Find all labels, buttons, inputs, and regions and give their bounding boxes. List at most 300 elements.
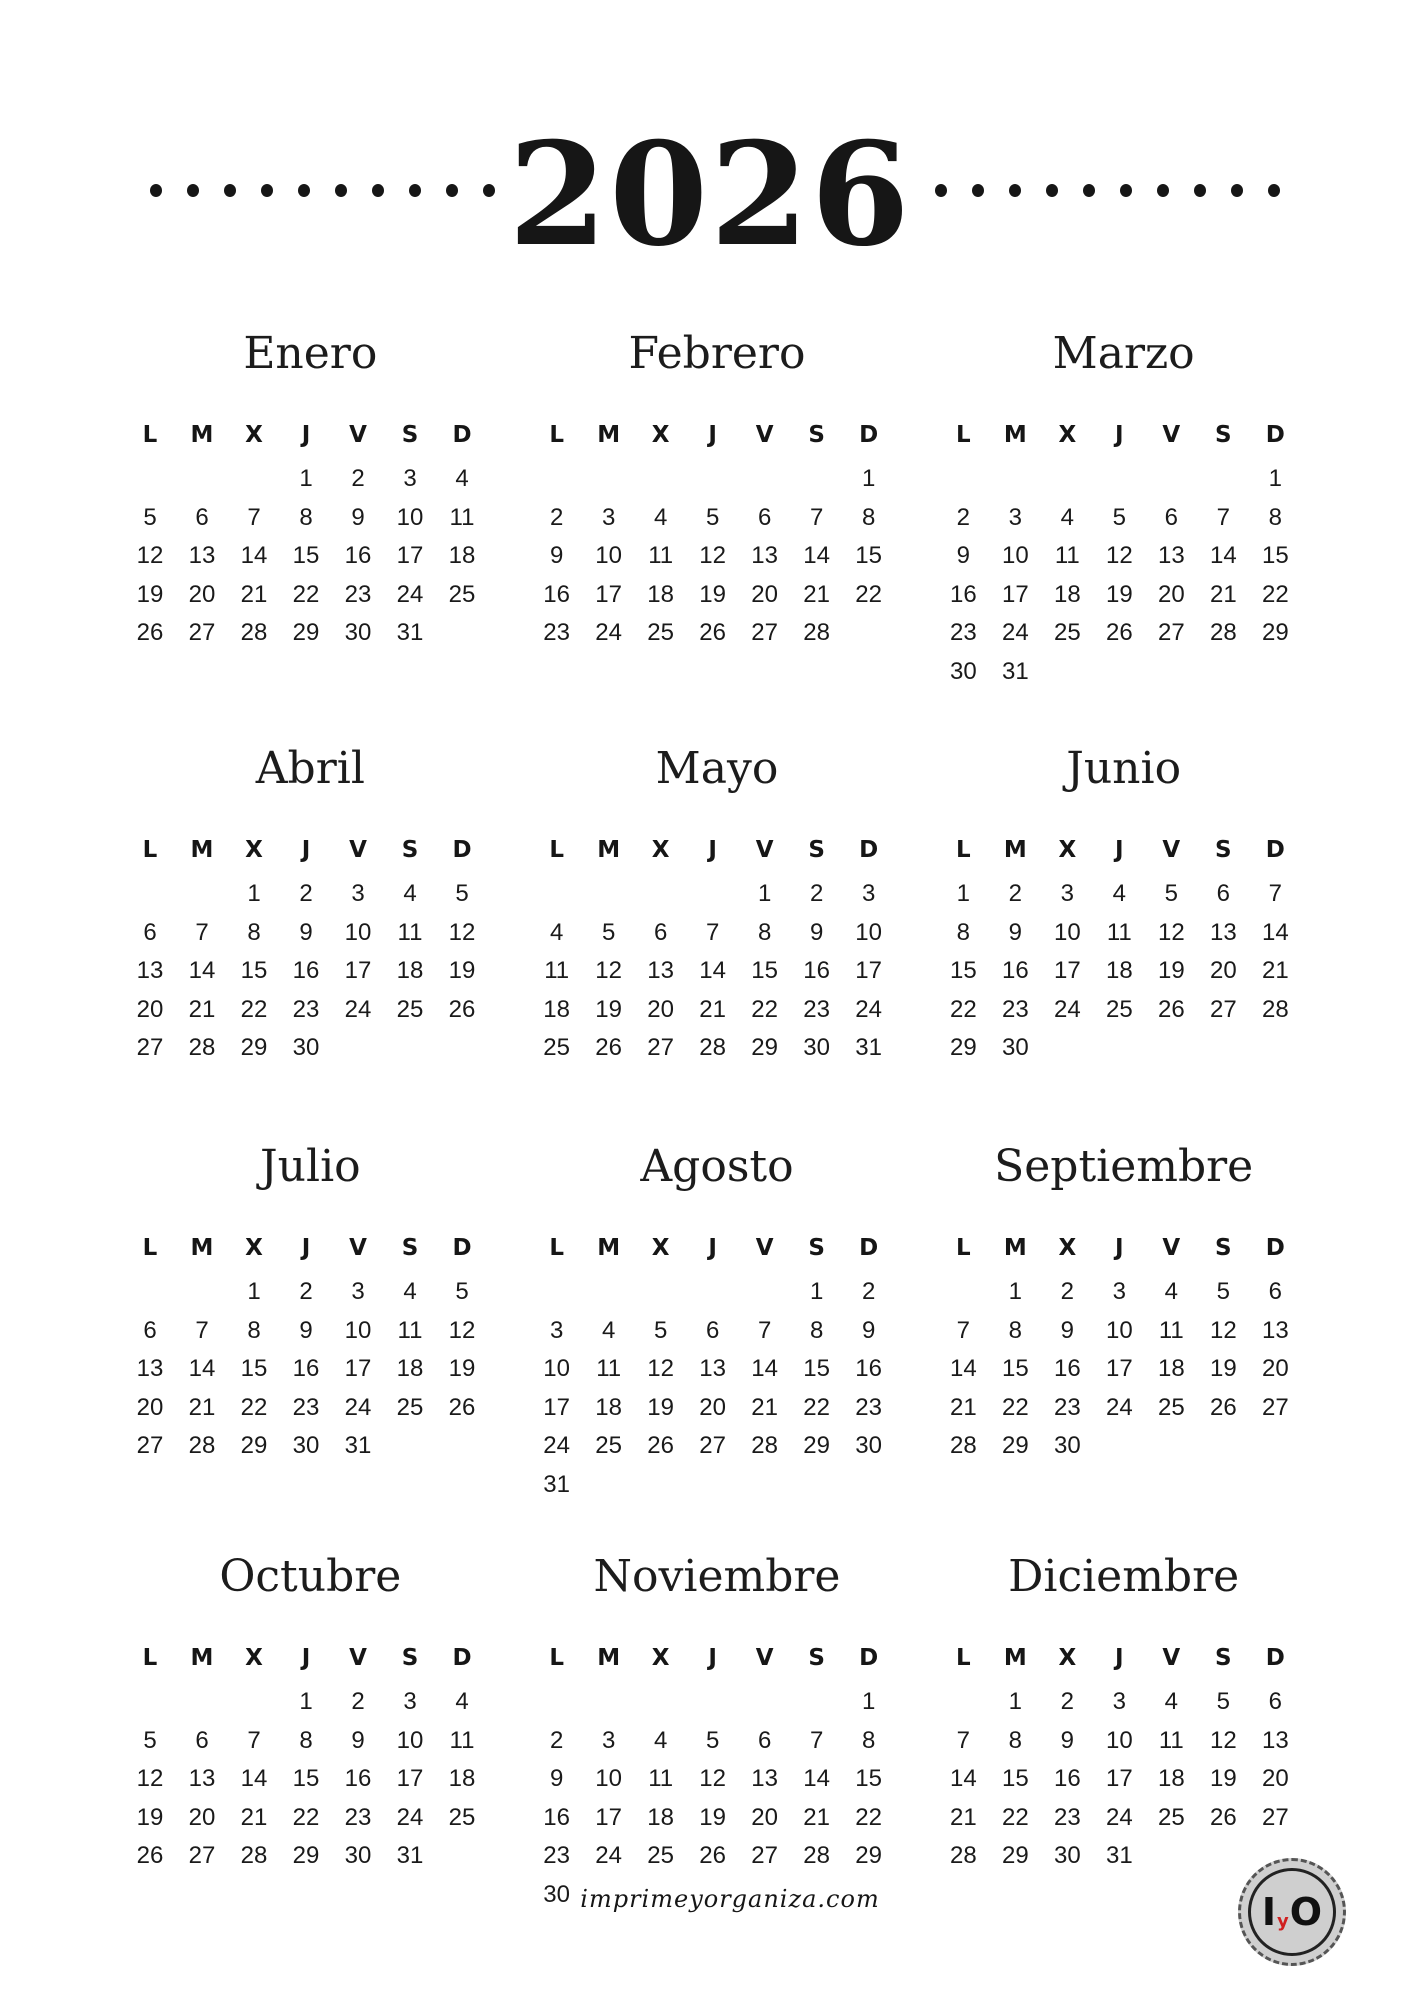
- day-number: 11: [648, 1765, 674, 1792]
- day-number: 23: [1001, 995, 1029, 1023]
- decorative-dot: [1046, 184, 1058, 197]
- day-number: 25: [647, 1842, 674, 1869]
- month-block: [529, 318, 906, 733]
- decorative-dots-right: [935, 184, 1280, 197]
- weekday-label: S: [401, 1235, 419, 1261]
- weekday-label: M: [597, 837, 621, 863]
- months-grid: [122, 318, 1312, 1941]
- weekday-label: M: [190, 1235, 214, 1261]
- day-number: 4: [1060, 503, 1074, 531]
- day-number: 3: [549, 1316, 564, 1344]
- day-number: 9: [1008, 918, 1022, 946]
- weekday-label: V: [1162, 422, 1181, 448]
- day-number: 28: [188, 1034, 216, 1061]
- day-number: 21: [240, 580, 268, 608]
- day-number: 16: [803, 957, 830, 984]
- weekday-label: D: [452, 422, 472, 448]
- day-number: 2: [1008, 880, 1022, 907]
- weekday-label: L: [956, 837, 971, 863]
- day-number: 26: [136, 1842, 164, 1869]
- day-number: 7: [247, 503, 261, 531]
- day-number: 24: [1105, 1393, 1133, 1421]
- day-number: 27: [1261, 1393, 1289, 1421]
- weekday-label: V: [1162, 837, 1181, 863]
- day-number: 16: [949, 580, 977, 608]
- day-number: 3: [1112, 1688, 1126, 1715]
- weekday-label: V: [1162, 1235, 1181, 1261]
- decorative-dot: [1268, 184, 1280, 197]
- day-number: 7: [809, 1726, 824, 1754]
- day-number: 26: [699, 619, 726, 646]
- weekday-label: J: [708, 837, 717, 863]
- day-number: 30: [949, 657, 977, 685]
- day-number: 1: [299, 465, 313, 492]
- day-number: 22: [949, 995, 977, 1023]
- weekday-label: L: [549, 1645, 564, 1671]
- weekday-label: J: [1115, 837, 1124, 863]
- day-number: 17: [1001, 580, 1029, 608]
- day-number: 4: [549, 918, 564, 946]
- day-number: 6: [195, 503, 209, 531]
- day-number: 14: [1261, 918, 1289, 946]
- day-number: 22: [292, 580, 320, 608]
- day-number: 24: [595, 619, 622, 646]
- day-number: 30: [1001, 1034, 1029, 1061]
- day-number: 14: [751, 1355, 778, 1382]
- month-days-grid: [937, 1203, 1312, 1466]
- day-number: 15: [292, 1765, 320, 1792]
- day-number: 11: [1054, 542, 1080, 569]
- day-number: 23: [292, 1393, 320, 1421]
- day-number: 20: [751, 1803, 778, 1831]
- day-number: 4: [455, 465, 469, 492]
- day-number: 28: [240, 1842, 268, 1869]
- day-number: 14: [240, 542, 268, 569]
- weekday-label: J: [301, 1235, 311, 1261]
- decorative-dot: [1083, 184, 1095, 197]
- day-number: 19: [1209, 1765, 1237, 1792]
- day-number: 12: [1209, 1726, 1237, 1754]
- day-number: 4: [1112, 880, 1126, 907]
- weekday-label: V: [755, 1645, 774, 1671]
- weekday-label: D: [452, 837, 472, 863]
- day-number: 12: [1157, 918, 1185, 946]
- weekday-label: V: [349, 1235, 367, 1261]
- day-number: 23: [855, 1393, 882, 1421]
- day-number: 21: [240, 1803, 268, 1831]
- day-number: 15: [1261, 542, 1289, 569]
- day-number: 5: [455, 880, 469, 907]
- brand-logo-mark: [1248, 1868, 1336, 1956]
- day-number: 31: [396, 1842, 424, 1869]
- day-number: 5: [455, 1278, 469, 1305]
- day-number: 21: [949, 1393, 977, 1421]
- day-number: 22: [1261, 580, 1289, 608]
- day-number: 6: [143, 918, 157, 946]
- decorative-dot: [972, 184, 984, 197]
- day-number: 3: [861, 880, 876, 907]
- month-block: [122, 733, 499, 1131]
- day-number: 31: [396, 619, 424, 646]
- day-number: 20: [136, 1393, 164, 1421]
- decorative-dot: [335, 184, 347, 197]
- weekday-label: S: [808, 837, 825, 863]
- day-number: 29: [803, 1432, 830, 1459]
- weekday-label: X: [651, 1645, 670, 1671]
- day-number: 24: [396, 580, 424, 608]
- day-number: 31: [543, 1470, 570, 1498]
- day-number: 26: [1157, 995, 1185, 1023]
- day-number: 10: [1053, 918, 1081, 946]
- day-number: 19: [136, 580, 164, 608]
- month-name: Agosto: [640, 1141, 794, 1192]
- day-number: 6: [143, 1316, 157, 1344]
- day-number: 28: [803, 1842, 830, 1869]
- day-number: 9: [549, 542, 564, 569]
- decorative-dot: [1120, 184, 1132, 197]
- day-number: 5: [653, 1316, 668, 1344]
- day-number: 13: [136, 1355, 164, 1382]
- calendar-header: [0, 112, 1414, 280]
- month-days-grid: [124, 1613, 499, 1876]
- weekday-label: S: [1215, 422, 1232, 448]
- day-number: 9: [351, 1726, 365, 1754]
- day-number: 2: [549, 503, 564, 531]
- weekday-label: X: [651, 1235, 670, 1261]
- day-number: 17: [595, 580, 622, 608]
- day-number: 7: [195, 918, 209, 946]
- day-number: 28: [1209, 619, 1237, 646]
- day-number: 24: [1001, 619, 1029, 646]
- decorative-dot: [298, 184, 310, 197]
- day-number: 3: [403, 1688, 417, 1715]
- day-number: 10: [396, 1726, 424, 1754]
- weekday-label: L: [142, 1645, 158, 1671]
- day-number: 27: [136, 1432, 164, 1459]
- weekday-label: J: [1115, 422, 1124, 448]
- day-number: 18: [647, 1803, 674, 1831]
- day-number: 23: [1053, 1803, 1081, 1831]
- weekday-label: X: [245, 1645, 263, 1671]
- day-number: 16: [1053, 1765, 1081, 1792]
- day-number: 17: [1105, 1355, 1133, 1382]
- day-number: 13: [699, 1355, 726, 1382]
- month-name: Junio: [1066, 743, 1182, 794]
- day-number: 25: [1157, 1803, 1185, 1831]
- weekday-label: V: [349, 1645, 367, 1671]
- month-days-grid: [124, 1203, 499, 1466]
- day-number: 7: [247, 1726, 261, 1754]
- weekday-label: S: [1215, 1235, 1232, 1261]
- day-number: 22: [292, 1803, 320, 1831]
- day-number: 11: [596, 1355, 622, 1382]
- day-number: 18: [1105, 957, 1133, 984]
- month-days-grid: [937, 390, 1312, 691]
- day-number: 6: [195, 1726, 209, 1754]
- day-number: 19: [136, 1803, 164, 1831]
- day-number: 17: [543, 1393, 570, 1421]
- day-number: 1: [757, 880, 772, 907]
- weekday-label: S: [1215, 1645, 1232, 1671]
- day-number: 11: [1158, 1726, 1184, 1754]
- day-number: 6: [653, 918, 668, 946]
- month-block: [935, 1131, 1312, 1541]
- day-number: 29: [292, 619, 320, 646]
- day-number: 9: [549, 1765, 564, 1792]
- day-number: 2: [299, 880, 313, 907]
- day-number: 23: [543, 1842, 570, 1869]
- day-number: 21: [751, 1393, 778, 1421]
- day-number: 20: [699, 1393, 726, 1421]
- weekday-label: L: [142, 422, 158, 448]
- day-number: 19: [595, 995, 622, 1023]
- day-number: 13: [1157, 542, 1185, 569]
- day-number: 21: [188, 1393, 216, 1421]
- day-number: 2: [1060, 1688, 1074, 1715]
- day-number: 26: [595, 1034, 622, 1061]
- day-number: 19: [1157, 957, 1185, 984]
- day-number: 7: [956, 1316, 970, 1344]
- day-number: 6: [757, 503, 772, 531]
- day-number: 1: [1008, 1688, 1022, 1715]
- day-number: 15: [240, 957, 268, 984]
- day-number: 23: [543, 619, 570, 646]
- day-number: 17: [344, 1355, 372, 1382]
- day-number: 18: [448, 542, 476, 569]
- day-number: 17: [1105, 1765, 1133, 1792]
- day-number: 27: [1209, 995, 1237, 1023]
- day-number: 20: [1157, 580, 1185, 608]
- decorative-dot: [224, 184, 236, 197]
- day-number: 31: [344, 1432, 372, 1459]
- day-number: 28: [949, 1432, 977, 1459]
- day-number: 12: [647, 1355, 674, 1382]
- day-number: 15: [855, 542, 882, 569]
- day-number: 27: [136, 1034, 164, 1061]
- day-number: 22: [240, 1393, 268, 1421]
- day-number: 3: [1008, 503, 1022, 531]
- month-name: Febrero: [628, 328, 806, 379]
- day-number: 12: [136, 1765, 164, 1792]
- day-number: 4: [455, 1688, 469, 1715]
- day-number: 11: [544, 957, 570, 984]
- day-number: 7: [757, 1316, 772, 1344]
- weekday-label: V: [755, 837, 774, 863]
- day-number: 8: [247, 918, 261, 946]
- weekday-label: L: [956, 422, 971, 448]
- day-number: 5: [1112, 503, 1126, 531]
- day-number: 18: [396, 1355, 424, 1382]
- weekday-label: D: [1265, 1235, 1285, 1261]
- day-number: 17: [1053, 957, 1081, 984]
- day-number: 26: [1209, 1393, 1237, 1421]
- day-number: 19: [647, 1393, 674, 1421]
- day-number: 27: [751, 1842, 778, 1869]
- month-days-grid: [531, 1203, 906, 1504]
- day-number: 13: [136, 957, 164, 984]
- day-number: 8: [1008, 1726, 1022, 1754]
- day-number: 15: [751, 957, 778, 984]
- weekday-label: S: [401, 837, 419, 863]
- weekday-label: M: [597, 422, 621, 448]
- day-number: 1: [956, 880, 970, 907]
- day-number: 22: [803, 1393, 830, 1421]
- day-number: 29: [240, 1034, 268, 1061]
- day-number: 28: [949, 1842, 977, 1869]
- month-name: Marzo: [1052, 328, 1195, 379]
- day-number: 21: [699, 995, 726, 1023]
- month-days-grid: [124, 390, 499, 653]
- day-number: 3: [403, 465, 417, 492]
- day-number: 24: [543, 1432, 570, 1459]
- day-number: 4: [403, 1278, 417, 1305]
- day-number: 22: [1001, 1393, 1029, 1421]
- day-number: 14: [188, 1355, 216, 1382]
- day-number: 21: [188, 995, 216, 1023]
- weekday-label: M: [597, 1645, 621, 1671]
- day-number: 24: [344, 995, 372, 1023]
- day-number: 27: [188, 619, 216, 646]
- month-block: [529, 1541, 906, 1941]
- day-number: 13: [188, 1765, 216, 1792]
- weekday-label: L: [142, 1235, 158, 1261]
- day-number: 7: [705, 918, 720, 946]
- day-number: 29: [292, 1842, 320, 1869]
- day-number: 23: [344, 580, 372, 608]
- day-number: 4: [653, 503, 668, 531]
- day-number: 20: [136, 995, 164, 1023]
- day-number: 12: [1105, 542, 1133, 569]
- day-number: 22: [855, 580, 882, 608]
- month-name: Septiembre: [994, 1141, 1254, 1192]
- day-number: 27: [647, 1034, 674, 1061]
- day-number: 13: [647, 957, 674, 984]
- day-number: 31: [1105, 1842, 1133, 1869]
- day-number: 20: [1261, 1765, 1289, 1792]
- day-number: 25: [448, 580, 476, 608]
- day-number: 20: [647, 995, 674, 1023]
- weekday-label: J: [1115, 1645, 1124, 1671]
- day-number: 5: [1164, 880, 1178, 907]
- day-number: 26: [448, 995, 476, 1023]
- day-number: 17: [595, 1803, 622, 1831]
- day-number: 10: [344, 1316, 372, 1344]
- day-number: 30: [543, 1880, 570, 1908]
- day-number: 26: [136, 619, 164, 646]
- weekday-label: M: [190, 1645, 214, 1671]
- day-number: 15: [240, 1355, 268, 1382]
- day-number: 4: [403, 880, 417, 907]
- day-number: 4: [1164, 1688, 1178, 1715]
- day-number: 11: [648, 542, 674, 569]
- day-number: 24: [855, 995, 882, 1023]
- day-number: 12: [699, 1765, 726, 1792]
- day-number: 18: [543, 995, 570, 1023]
- day-number: 21: [949, 1803, 977, 1831]
- day-number: 6: [757, 1726, 772, 1754]
- day-number: 17: [396, 542, 424, 569]
- day-number: 15: [1001, 1355, 1029, 1382]
- day-number: 4: [601, 1316, 616, 1344]
- day-number: 12: [448, 918, 476, 946]
- day-number: 9: [861, 1316, 876, 1344]
- day-number: 23: [949, 619, 977, 646]
- day-number: 30: [292, 1034, 320, 1061]
- weekday-label: X: [1058, 837, 1077, 863]
- month-name: Octubre: [219, 1551, 402, 1602]
- day-number: 16: [543, 580, 570, 608]
- day-number: 18: [647, 580, 674, 608]
- day-number: 4: [653, 1726, 668, 1754]
- day-number: 28: [240, 619, 268, 646]
- month-block: [935, 318, 1312, 733]
- day-number: 28: [188, 1432, 216, 1459]
- day-number: 30: [855, 1432, 882, 1459]
- day-number: 22: [751, 995, 778, 1023]
- day-number: 10: [396, 503, 424, 531]
- day-number: 5: [601, 918, 616, 946]
- weekday-label: M: [190, 422, 214, 448]
- day-number: 13: [1261, 1316, 1289, 1344]
- weekday-label: J: [301, 422, 311, 448]
- day-number: 14: [1209, 542, 1237, 569]
- day-number: 26: [699, 1842, 726, 1869]
- day-number: 26: [1209, 1803, 1237, 1831]
- weekday-label: L: [956, 1235, 971, 1261]
- day-number: 24: [396, 1803, 424, 1831]
- day-number: 10: [855, 918, 882, 946]
- day-number: 10: [1105, 1726, 1133, 1754]
- month-block: [529, 1131, 906, 1541]
- day-number: 16: [1001, 957, 1029, 984]
- day-number: 14: [699, 957, 726, 984]
- day-number: 10: [1105, 1316, 1133, 1344]
- weekday-label: S: [808, 422, 825, 448]
- weekday-label: J: [708, 1235, 717, 1261]
- decorative-dot: [409, 184, 421, 197]
- day-number: 6: [1268, 1688, 1282, 1715]
- day-number: 21: [1209, 580, 1237, 608]
- weekday-label: D: [1265, 837, 1285, 863]
- day-number: 30: [344, 619, 372, 646]
- day-number: 25: [396, 995, 424, 1023]
- weekday-label: J: [301, 1645, 311, 1671]
- day-number: 19: [448, 1355, 476, 1382]
- day-number: 9: [1060, 1726, 1074, 1754]
- month-name: Noviembre: [593, 1551, 841, 1602]
- day-number: 23: [803, 995, 830, 1023]
- day-number: 24: [595, 1842, 622, 1869]
- weekday-label: M: [1003, 1645, 1027, 1671]
- day-number: 22: [240, 995, 268, 1023]
- month-block: [935, 733, 1312, 1131]
- decorative-dot: [483, 184, 495, 197]
- weekday-label: S: [401, 422, 419, 448]
- website-url: imprimeyorganiza.com: [580, 1885, 880, 1913]
- day-number: 30: [1053, 1432, 1081, 1459]
- day-number: 26: [1105, 619, 1133, 646]
- day-number: 28: [1261, 995, 1289, 1023]
- day-number: 2: [351, 1688, 365, 1715]
- day-number: 30: [344, 1842, 372, 1869]
- weekday-label: S: [808, 1645, 825, 1671]
- day-number: 8: [809, 1316, 824, 1344]
- day-number: 18: [448, 1765, 476, 1792]
- weekday-label: M: [1003, 837, 1027, 863]
- day-number: 25: [647, 619, 674, 646]
- day-number: 15: [1001, 1765, 1029, 1792]
- day-number: 16: [292, 957, 320, 984]
